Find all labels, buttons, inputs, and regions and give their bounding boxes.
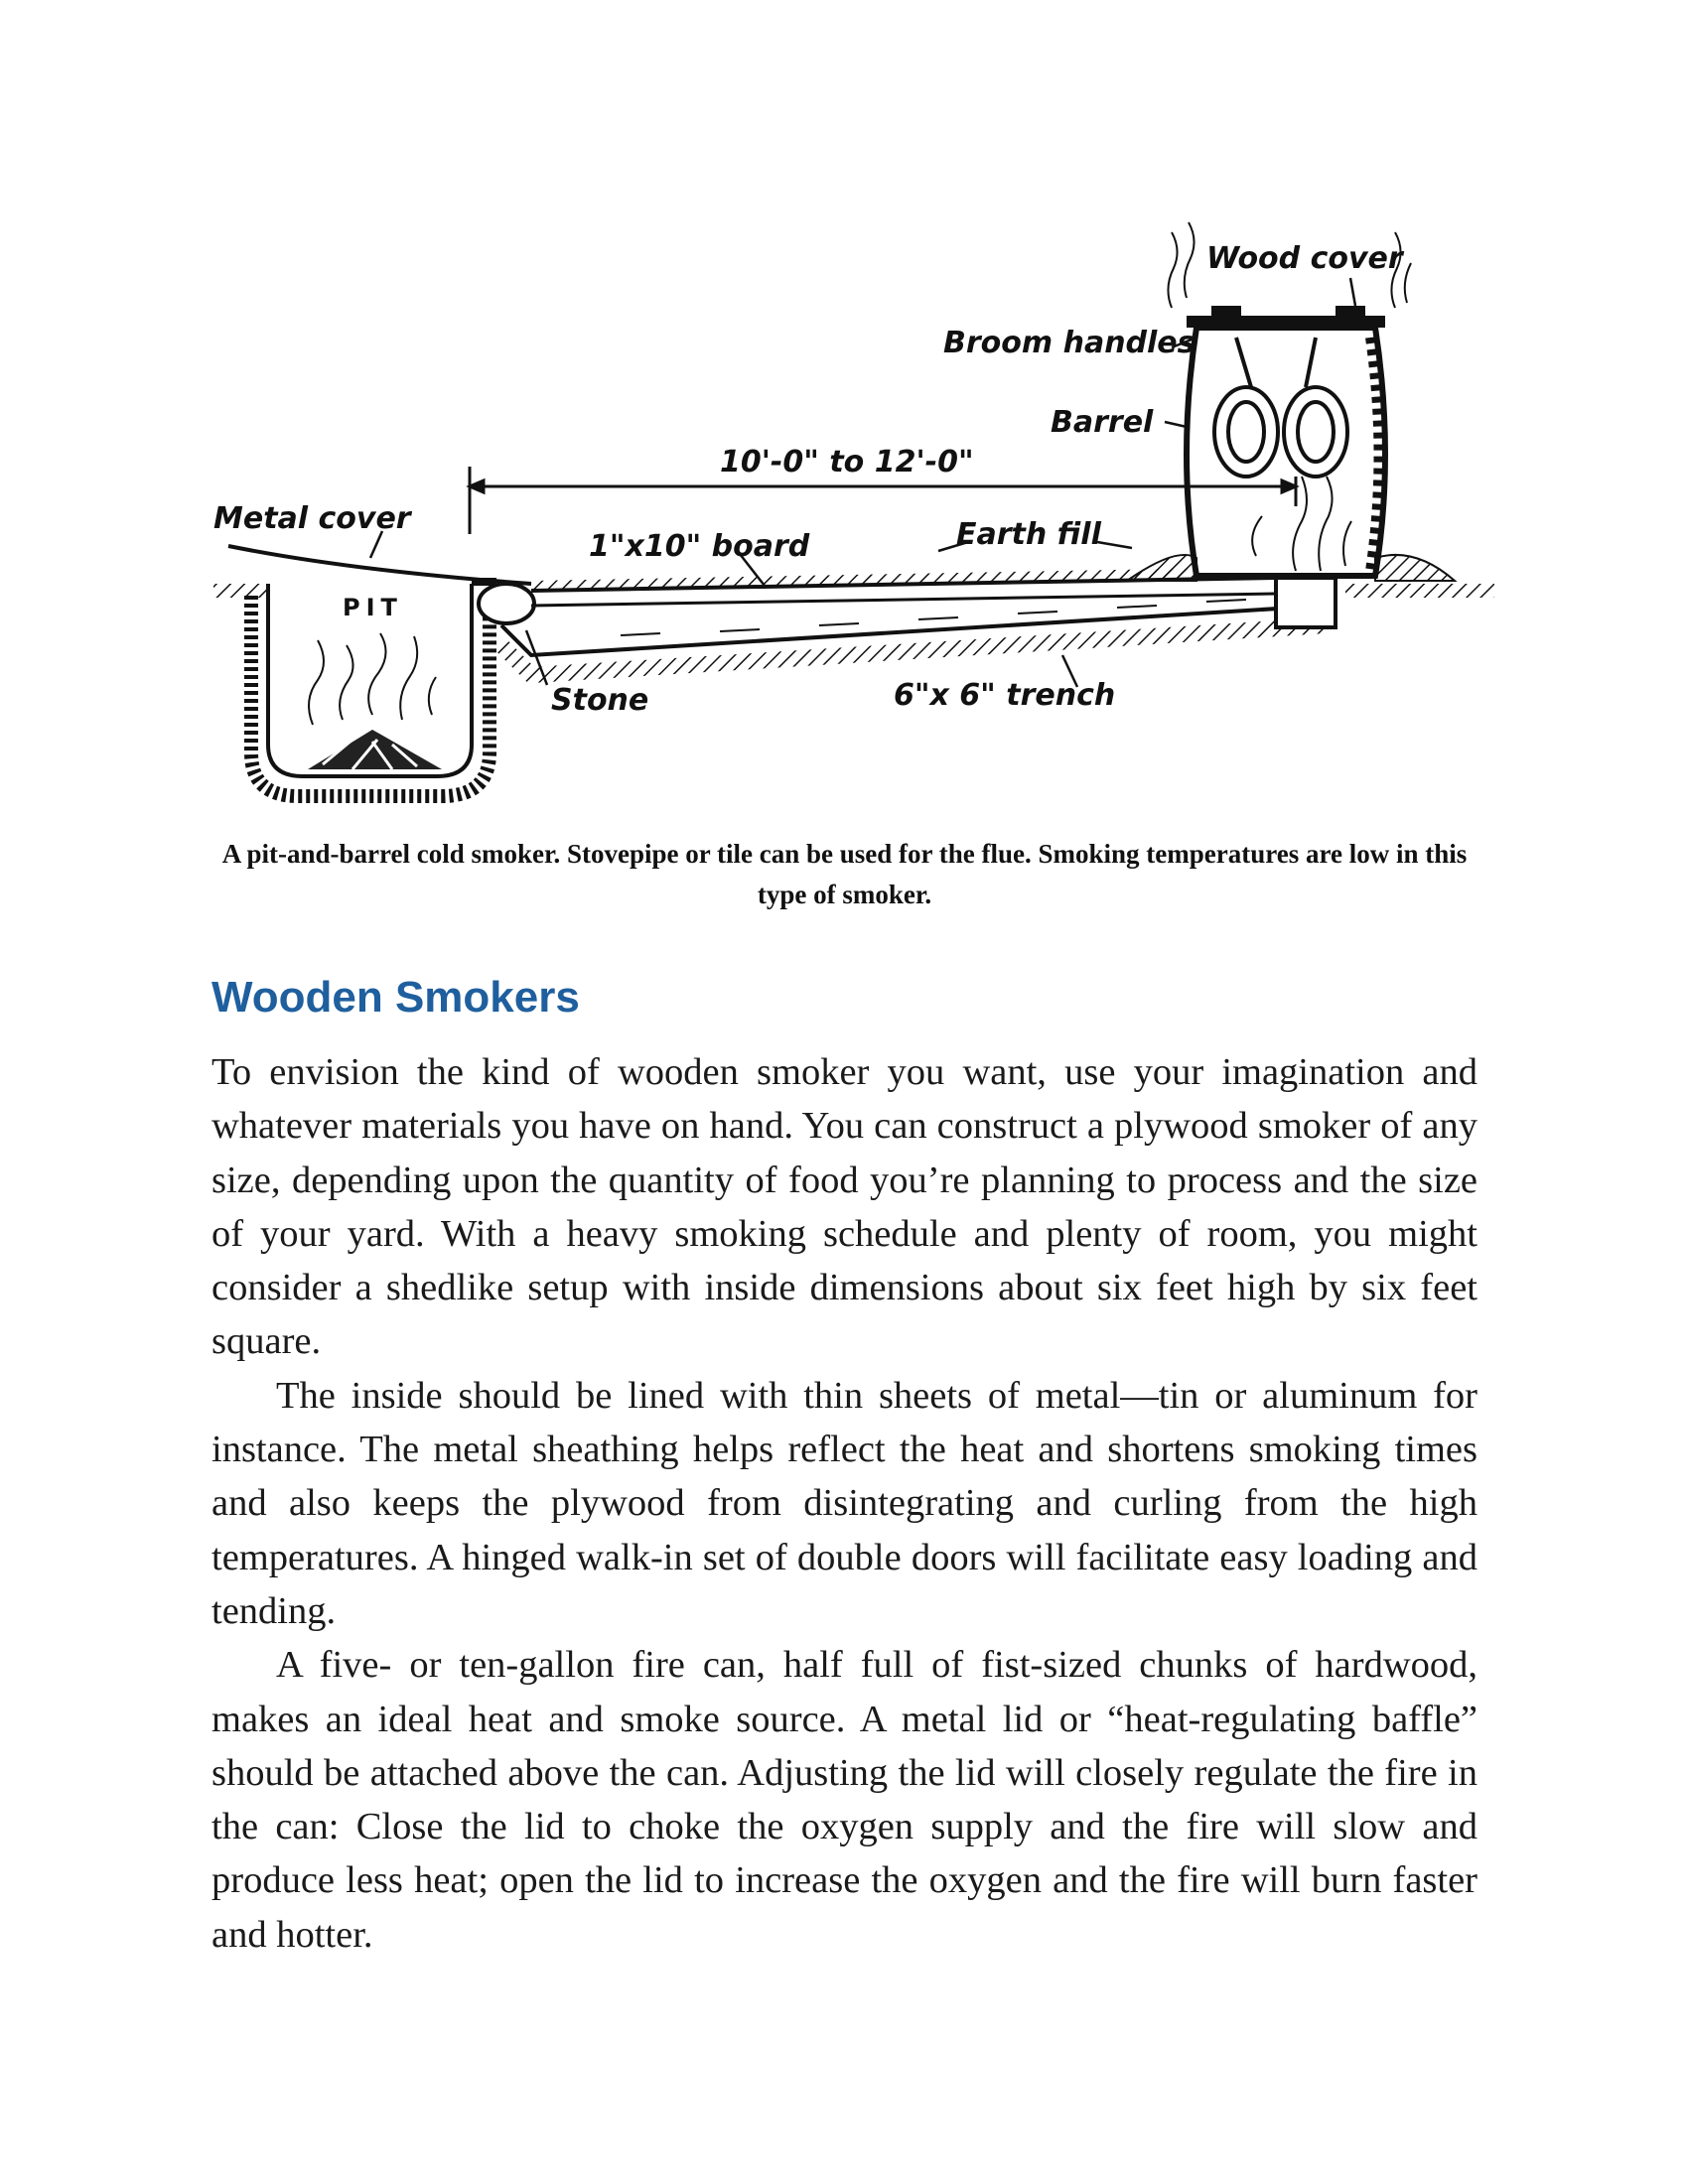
label-pit: PIT [343, 594, 403, 621]
label-wood-cover: Wood cover [1206, 241, 1403, 276]
earth-fill [1127, 555, 1196, 581]
label-trench: 6"x 6" trench [894, 678, 1116, 713]
label-dimension: 10'-0" to 12'-0" [720, 445, 974, 479]
paragraph-3: A five- or ten-gallon fire can, half full of fist-sized chunks of hardwood, makes an ideal heat and smoke source. A metal lid or “heat-regulating baffle” should be attached above the can. Adjusting the lid will closely regulate the fire in the can: Close the lid to choke the oxygen supply and the fire will slow and produce less heat; open the lid to increase the oxygen and the fire will burn faster and hotter. [211, 1644, 1477, 1956]
stone [479, 584, 534, 623]
section-heading: Wooden Smokers [211, 973, 580, 1022]
label-stone: Stone [551, 683, 649, 718]
body-text [211, 1045, 1477, 1962]
paragraph-2: The inside should be lined with thin sheets of metal—tin or aluminum for instance. The metal sheathing helps reflect the heat and shortens smoking times and also keeps the plywood from disintegrating and curling from the high temperatures. A hinged walk-in set of double doors will facilitate easy loading and tending. [211, 1374, 1477, 1632]
flue [1276, 578, 1336, 627]
smoke-in-pit [309, 633, 436, 725]
label-broom-handles: Broom handles [943, 326, 1196, 360]
label-board: 1"x10" board [589, 529, 810, 564]
label-barrel: Barrel [1051, 405, 1154, 440]
smoker-diagram [204, 189, 1494, 814]
label-metal-cover: Metal cover [213, 501, 411, 536]
smoker-diagram-svg [204, 189, 1494, 814]
paragraph-1: To envision the kind of wooden smoker you want, use your imagination and whatever materials you have on hand. You can construct a plywood smoker of any size, depending upon the quantity of food you’re planning to process and the size of your yard. With a heavy smoking schedule and plenty of room, you might consider a shedlike setup with inside dimensions about six feet high by six feet square. [211, 1051, 1477, 1363]
label-earth-fill: Earth fill [956, 517, 1101, 552]
fire-logs [308, 730, 442, 769]
ground-left [213, 584, 268, 598]
figure-caption: A pit-and-barrel cold smoker. Stovepipe or tile can be used for the flue. Smoking temperatures are low in this type of smoker. [221, 839, 1468, 909]
